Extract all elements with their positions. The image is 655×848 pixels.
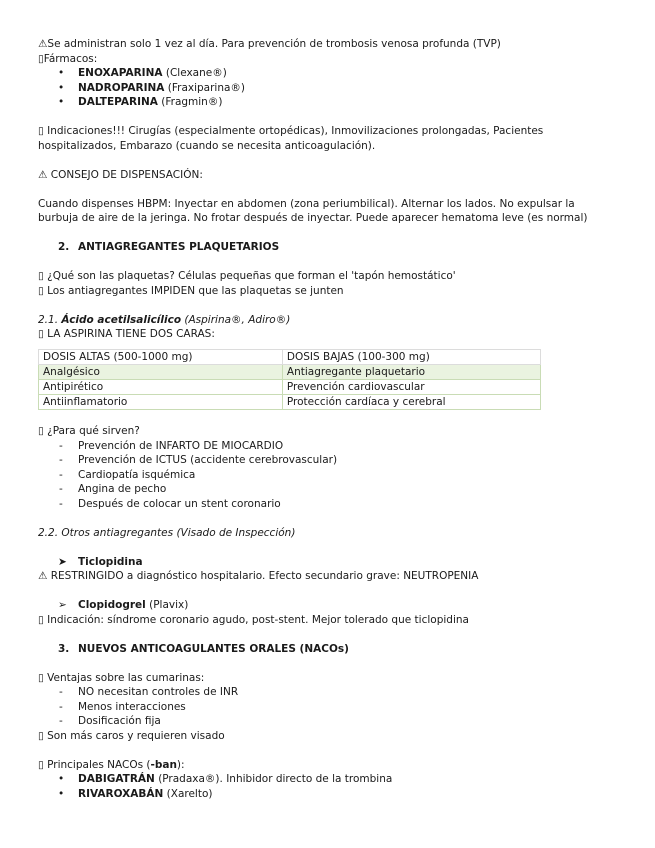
list-item: - NO necesitan controles de INR xyxy=(38,685,618,700)
farmacos-label: ▯Fármacos: xyxy=(38,52,98,65)
antiagregantes-note: ▯ Los antiagregantes IMPIDEN que las plaquetas se junten xyxy=(38,284,344,297)
subheading-aas: 2.1. Ácido acetilsalicílico (Aspirina®, Adiro®) xyxy=(38,313,291,326)
table-header-row xyxy=(39,349,541,364)
box-glyph: ▯ xyxy=(38,52,44,65)
consejo-heading: ⚠ CONSEJO DE DISPENSACIÓN: xyxy=(38,168,203,181)
para-que-sirven: ▯ ¿Para qué sirven? xyxy=(38,425,140,437)
document-page xyxy=(38,37,618,801)
list-item: - Cardiopatía isquémica xyxy=(38,468,618,483)
section-heading-antiagregantes: 2. ANTIAGREGANTES PLAQUETARIOS xyxy=(58,241,280,253)
table-header-cell: DOSIS ALTAS (500-1000 mg) xyxy=(39,349,283,364)
list-item: - Prevención de ICTUS (accidente cerebrovascular) xyxy=(38,453,618,468)
aspirina-dose-table xyxy=(38,349,541,410)
usos-list xyxy=(38,439,618,512)
dispensacion-text: Cuando dispenses HBPM: Inyectar en abdomen (zona periumbilical). Alternar los lados. No expulsar la xyxy=(38,197,575,210)
ticlopidina-item: ➤ Ticlopidina xyxy=(58,555,143,568)
tvp-note: ⚠Se administran solo 1 vez al día. Para prevención de trombosis venosa profunda (TVP) xyxy=(38,38,501,50)
table-header-cell: DOSIS BAJAS (100-300 mg) xyxy=(282,349,540,364)
principales-heading: ▯ Principales NACOs (-ban): xyxy=(38,758,185,771)
list-item: • RIVAROXABÁN (Xarelto) xyxy=(38,787,618,802)
table-cell: Antipirético xyxy=(39,379,283,394)
ventajas-heading: ▯ Ventajas sobre las cumarinas: xyxy=(38,671,205,684)
hbpm-drug-list xyxy=(38,66,618,110)
dispensacion-text-cont: burbuja de aire de la jeringa. No frotar después de inyectar. Puede aparecer hematoma leve (es normal) xyxy=(38,212,588,224)
list-item: - Prevención de INFARTO DE MIOCARDIO xyxy=(38,439,618,454)
table-cell: Prevención cardiovascular xyxy=(282,379,540,394)
arrow-icon: ➤ xyxy=(58,555,67,568)
table-row xyxy=(39,364,541,379)
table-row xyxy=(39,379,541,394)
list-item: • NADROPARINA (Fraxiparina®) xyxy=(38,81,618,96)
aspirina-caras: ▯ LA ASPIRINA TIENE DOS CARAS: xyxy=(38,328,215,340)
table-cell: Analgésico xyxy=(39,364,283,379)
list-item: - Dosificación fija xyxy=(38,714,618,729)
list-item: • ENOXAPARINA (Clexane®) xyxy=(38,66,618,81)
table-row xyxy=(39,394,541,409)
list-item: • DALTEPARINA (Fragmin®) xyxy=(38,95,618,110)
section-heading-nacos: 3. NUEVOS ANTICOAGULANTES ORALES (NACOs) xyxy=(58,642,349,655)
ventajas-list xyxy=(38,685,618,729)
indicaciones: ▯ Indicaciones!!! Cirugías (especialmente ortopédicas), Inmovilizaciones prolongadas, Pacientes xyxy=(38,125,544,137)
ticlopidina-note: ⚠ RESTRINGIDO a diagnóstico hospitalario. Efecto secundario grave: NEUTROPENIA xyxy=(38,570,479,582)
nacos-list xyxy=(38,772,618,801)
list-item: • DABIGATRÁN (Pradaxa®). Inhibidor directo de la trombina xyxy=(38,772,618,787)
plaquetas-question: ▯ ¿Qué son las plaquetas? Células pequeñas que forman el 'tapón hemostático' xyxy=(38,270,456,282)
table-cell: Antiinflamatorio xyxy=(39,394,283,409)
list-item: - Angina de pecho xyxy=(38,482,618,497)
indicaciones-cont: hospitalizados, Embarazo (cuando se necesita anticoagulación). xyxy=(38,139,376,152)
list-item: - Después de colocar un stent coronario xyxy=(38,497,618,512)
clopidogrel-note: ▯ Indicación: síndrome coronario agudo, post-stent. Mejor tolerado que ticlopidina xyxy=(38,613,469,626)
caros-note: ▯ Son más caros y requieren visado xyxy=(38,729,225,742)
subheading-otros: 2.2. Otros antiagregantes (Visado de Inspección) xyxy=(38,526,296,539)
table-cell: Antiagregante plaquetario xyxy=(282,364,540,379)
list-item: - Menos interacciones xyxy=(38,700,618,715)
table-cell: Protección cardíaca y cerebral xyxy=(282,394,540,409)
arrow-icon: ➢ xyxy=(58,599,67,611)
clopidogrel-item: ➢ Clopidogrel (Plavix) xyxy=(58,599,189,611)
